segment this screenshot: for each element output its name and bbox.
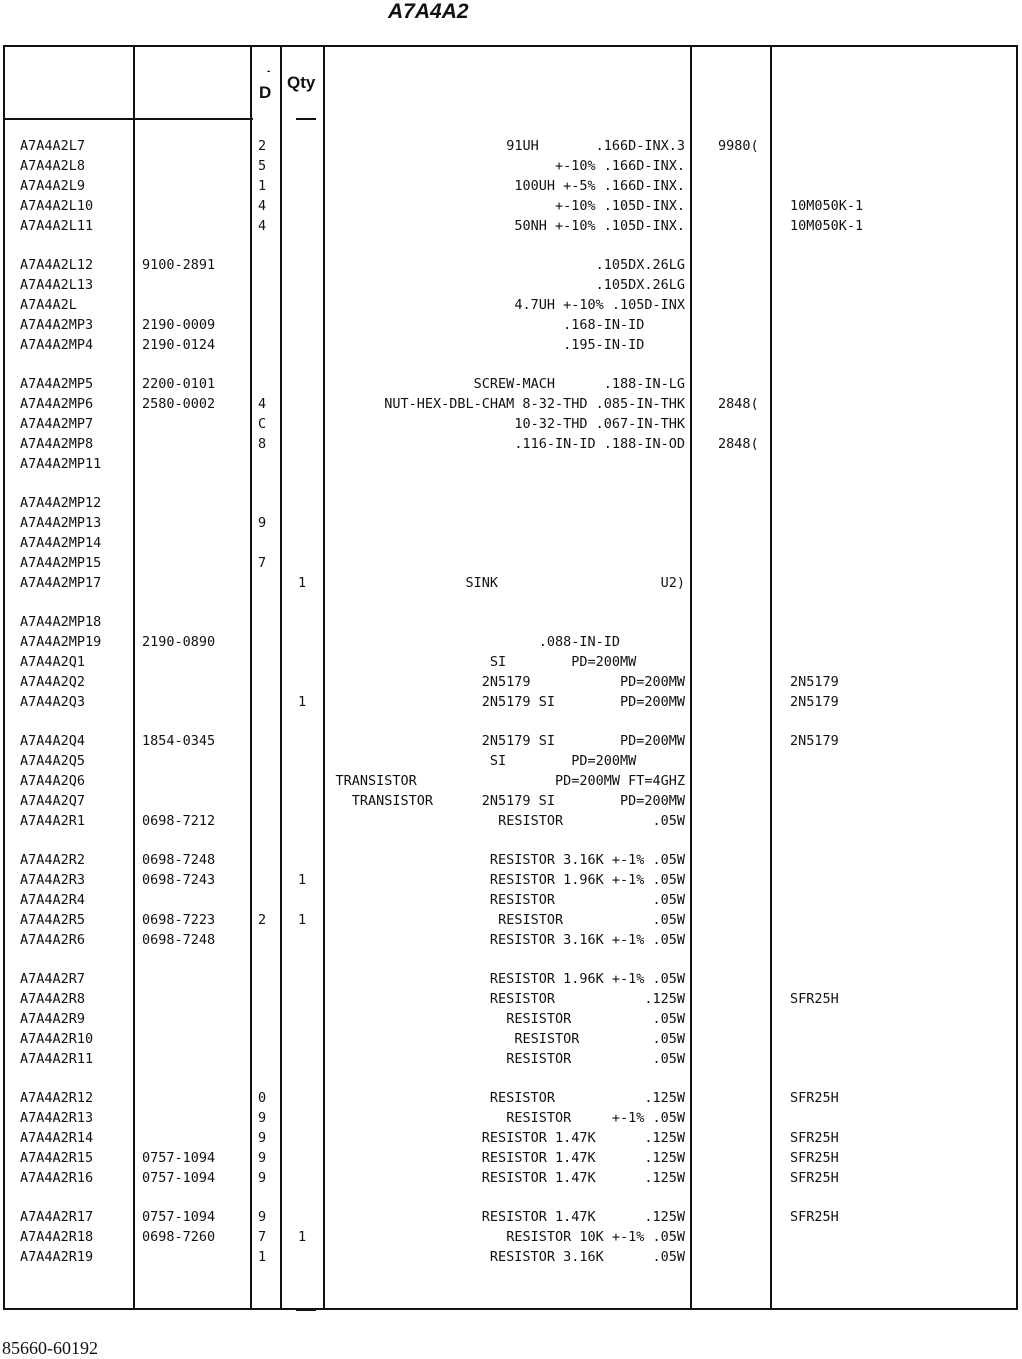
quantity: 1 [298,871,307,888]
reference-designator: A7A4A2L11 [20,217,94,234]
reference-designator: A7A4A2R4 [20,891,86,908]
mfr-part-number: SFR25H [790,990,839,1007]
reference-designator: A7A4A2R2 [20,852,86,868]
check-digit: 1 [258,1248,267,1265]
part-number: 9100-2891 [142,257,216,273]
check-digit: C [258,415,267,432]
part-number: 0698-7223 [142,911,216,928]
table-row [0,1088,1022,1108]
reference-designator: A7A4A2R5 [20,911,86,928]
description: SINK U2) [416,574,685,591]
description: RESISTOR 1.47K .125W [481,1149,685,1166]
part-number: 2190-0124 [142,336,216,353]
table-row [0,692,1022,712]
check-digit: 0 [258,1090,267,1106]
table-row [0,136,1022,156]
description: RESISTOR 3.16K +-1% .05W [489,931,685,948]
reference-designator: A7A4A2MP19 [20,633,102,650]
description: RESISTOR .05W [506,1050,685,1067]
reference-designator: A7A4A2MP7 [20,415,94,432]
reference-designator: A7A4A2Q2 [20,673,86,690]
table-row [0,394,1022,414]
table-row [0,731,1022,751]
reference-designator: A7A4A2R18 [20,1228,94,1245]
description: RESISTOR 10K +-1% .05W [506,1228,685,1245]
check-digit: 4 [258,395,267,412]
reference-designator: A7A4A2MP5 [20,376,94,392]
column-header-tick: - [267,66,271,77]
mfr-part-number: SFR25H [790,1149,839,1166]
part-number: 0757-1094 [142,1169,216,1186]
mfr-part-number: 2N5179 [790,733,839,749]
table-row [0,315,1022,335]
table-row [0,791,1022,811]
reference-designator: A7A4A2MP3 [20,316,94,333]
description: 2N5179 SI PD=200MW [481,693,685,710]
reference-designator: A7A4A2MP17 [20,574,102,591]
mfr-code: 2848( [718,395,759,412]
column-header-cd: D [259,83,272,102]
reference-designator: A7A4A2MP4 [20,336,94,353]
part-number: 0698-7243 [142,871,216,888]
description: 2N5179 PD=200MW [481,673,685,690]
table-row [0,1108,1022,1128]
reference-designator: A7A4A2R3 [20,871,86,888]
description: 10-32-THD .067-IN-THK [514,415,685,432]
description: .105DX.26LG [595,276,685,293]
check-digit: 4 [258,217,267,234]
description: RESISTOR .05W [506,1010,685,1027]
reference-designator: A7A4A2MP8 [20,435,94,452]
reference-designator: A7A4A2R16 [20,1169,94,1186]
table-row [0,1148,1022,1168]
mfr-part-number: 2N5179 [790,673,839,690]
reference-designator: A7A4A2R19 [20,1248,94,1265]
page-footer-number: 85660-60192 [2,1338,98,1358]
table-row [0,989,1022,1009]
mfr-part-number: SFR25H [790,1169,839,1186]
part-number: 1854-0345 [142,733,216,749]
reference-designator: A7A4A2MP6 [20,395,94,412]
description: .105DX.26LG [595,257,685,273]
description: RESISTOR 1.96K +-1% .05W [489,871,685,888]
reference-designator: A7A4A2MP18 [20,614,102,630]
reference-designator: A7A4A2L8 [20,157,86,174]
description: RESISTOR 3.16K +-1% .05W [489,852,685,868]
check-digit: 9 [258,1169,267,1186]
description: 91UH .166D-INX.3 [506,138,685,154]
qty-header-rule [296,118,316,120]
check-digit: 2 [258,138,267,154]
reference-designator: A7A4A2Q3 [20,693,86,710]
table-row [0,1009,1022,1029]
part-number: 2190-0009 [142,316,216,333]
description: RESISTOR +-1% .05W [506,1109,685,1126]
table-row [0,176,1022,196]
description: RESISTOR .05W [514,1030,685,1047]
table-row [0,1049,1022,1069]
reference-designator: A7A4A2L [20,296,77,313]
check-digit: 9 [258,1149,267,1166]
table-row [0,335,1022,355]
table-row [0,1168,1022,1188]
mfr-part-number: 2N5179 [790,693,839,710]
reference-designator: A7A4A2L7 [20,138,86,154]
description: SI PD=200MW [489,653,685,670]
table-row [0,533,1022,553]
reference-designator: A7A4A2MP13 [20,514,102,531]
table-row [0,1247,1022,1267]
table-row [0,414,1022,434]
table-row [0,751,1022,771]
check-digit: 9 [258,1109,267,1126]
check-digit: 4 [258,197,267,214]
table-row [0,1029,1022,1049]
reference-designator: A7A4A2R9 [20,1010,86,1027]
description: RESISTOR .05W [498,911,685,928]
part-number: 0757-1094 [142,1149,216,1166]
table-row [0,1207,1022,1227]
reference-designator: A7A4A2Q1 [20,653,86,670]
description: RESISTOR 1.47K .125W [481,1169,685,1186]
description: RESISTOR .05W [489,891,685,908]
table-row [0,493,1022,513]
reference-designator: A7A4A2R12 [20,1090,94,1106]
reference-designator: A7A4A2R1 [20,812,86,829]
reference-designator: A7A4A2Q5 [20,752,86,769]
reference-designator: A7A4A2R8 [20,990,86,1007]
description: TRANSISTOR 2N5179 SI PD=200MW [351,792,685,809]
check-digit: 9 [258,1209,267,1225]
table-row [0,850,1022,870]
quantity: 1 [298,1228,307,1245]
reference-designator: A7A4A2Q6 [20,772,86,789]
column-header-qty: Qty [287,73,316,92]
description: .116-IN-ID .188-IN-OD [514,435,685,452]
description: SCREW-MACH .188-IN-LG [473,376,685,392]
table-row [0,295,1022,315]
reference-designator: A7A4A2R11 [20,1050,94,1067]
quantity: 1 [298,574,307,591]
table-row [0,870,1022,890]
check-digit: 9 [258,514,267,531]
quantity: 1 [298,911,307,928]
reference-designator: A7A4A2L13 [20,276,94,293]
qty-footer-rule [296,1309,316,1311]
part-number: 0698-7260 [142,1228,216,1245]
table-row [0,255,1022,275]
reference-designator: A7A4A2R14 [20,1129,94,1146]
table-row [0,910,1022,930]
part-number: 2580-0002 [142,395,216,412]
table-row [0,672,1022,692]
part-number: 0757-1094 [142,1209,216,1225]
check-digit: 7 [258,554,267,571]
table-row [0,771,1022,791]
description: +-10% .166D-INX. [554,157,685,174]
reference-designator: A7A4A2Q7 [20,792,86,809]
reference-designator: A7A4A2MP11 [20,455,102,472]
mfr-code: 9980( [718,138,759,154]
reference-designator: A7A4A2R15 [20,1149,94,1166]
reference-designator: A7A4A2L9 [20,177,86,194]
table-row [0,275,1022,295]
check-digit: 8 [258,435,267,452]
mfr-part-number: 10M050K-1 [790,197,864,214]
check-digit: 9 [258,1129,267,1146]
table-row [0,573,1022,593]
description: RESISTOR .125W [489,1090,685,1106]
description: RESISTOR 1.47K .125W [481,1209,685,1225]
part-number: 2190-0890 [142,633,216,650]
table-row [0,374,1022,394]
check-digit: 7 [258,1228,267,1245]
table-row [0,1128,1022,1148]
table-row [0,930,1022,950]
check-digit: 2 [258,911,267,928]
description: 50NH +-10% .105D-INX. [514,217,685,234]
table-row [0,513,1022,533]
check-digit: 5 [258,157,267,174]
table-row [0,811,1022,831]
description: RESISTOR .125W [489,990,685,1007]
description: RESISTOR 1.47K .125W [481,1129,685,1146]
description: 2N5179 SI PD=200MW [481,733,685,749]
reference-designator: A7A4A2R10 [20,1030,94,1047]
mfr-part-number: SFR25H [790,1090,839,1106]
page-title: A7A4A2 [388,0,469,23]
mfr-part-number: SFR25H [790,1209,839,1225]
table-row [0,652,1022,672]
table-row [0,553,1022,573]
description: .088-IN-ID [538,633,685,650]
description: .195-IN-ID [563,336,685,353]
reference-designator: A7A4A2MP14 [20,534,102,551]
description: TRANSISTOR PD=200MW FT=4GHZ [335,772,685,789]
reference-designator: A7A4A2R6 [20,931,86,948]
reference-designator: A7A4A2L10 [20,197,94,214]
table-row [0,454,1022,474]
reference-designator: A7A4A2R17 [20,1209,94,1225]
table-row [0,216,1022,236]
header-rule [3,118,253,120]
table-row [0,890,1022,910]
reference-designator: A7A4A2Q4 [20,733,86,749]
check-digit: 1 [258,177,267,194]
mfr-part-number: SFR25H [790,1129,839,1146]
part-number: 2200-0101 [142,376,216,392]
table-row [0,1227,1022,1247]
description: RESISTOR .05W [498,812,685,829]
reference-designator: A7A4A2MP12 [20,495,102,511]
reference-designator: A7A4A2MP15 [20,554,102,571]
reference-designator: A7A4A2R13 [20,1109,94,1126]
table-row [0,632,1022,652]
description: 4.7UH +-10% .105D-INX [514,296,685,313]
mfr-part-number: 10M050K-1 [790,217,864,234]
description: SI PD=200MW [489,752,685,769]
quantity: 1 [298,693,307,710]
table-row [0,612,1022,632]
part-number: 0698-7248 [142,931,216,948]
part-number: 0698-7212 [142,812,216,829]
description: 100UH +-5% .166D-INX. [514,177,685,194]
reference-designator: A7A4A2L12 [20,257,94,273]
description: NUT-HEX-DBL-CHAM 8-32-THD .085-IN-THK [384,395,685,412]
table-row [0,969,1022,989]
table-row [0,156,1022,176]
description: +-10% .105D-INX. [554,197,685,214]
description: RESISTOR 1.96K +-1% .05W [489,971,685,987]
description: RESISTOR 3.16K .05W [489,1248,685,1265]
reference-designator: A7A4A2R7 [20,971,86,987]
description: .168-IN-ID [563,316,685,333]
table-row [0,434,1022,454]
table-row [0,196,1022,216]
mfr-code: 2848( [718,435,759,452]
part-number: 0698-7248 [142,852,216,868]
